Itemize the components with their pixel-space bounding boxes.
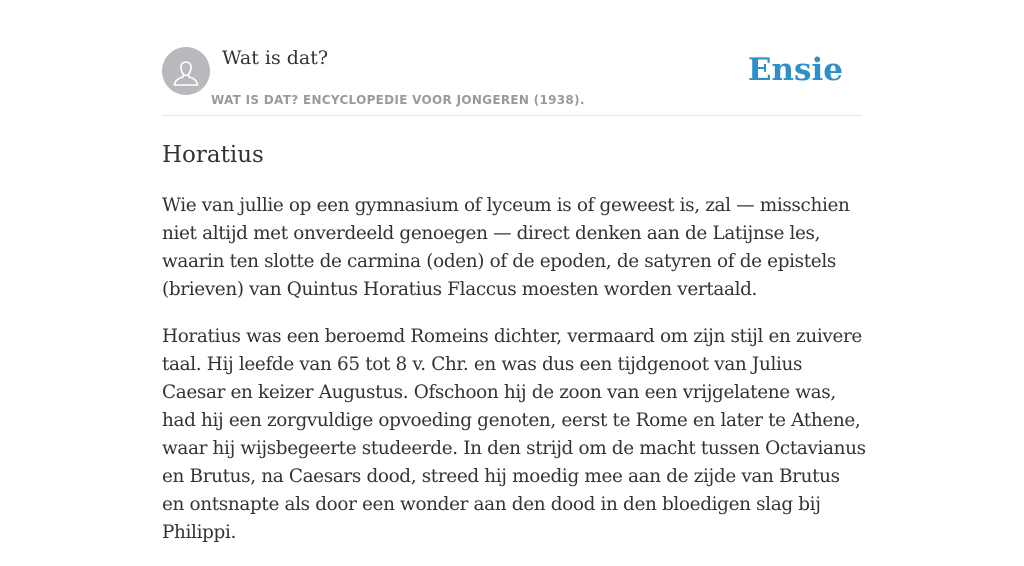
user-silhouette-icon <box>162 47 210 95</box>
article-body <box>162 192 866 566</box>
article-paragraph-1: Wie van jullie op een gymnasium of lyceum is of geweest is, zal — misschien niet altijd met onverdeeld genoegen — direct denken aan de Latijnse les, waarin ten slotte de carmina (oden) of de epoden, de satyren of de epistels (brieven) van Quintus Horatius Flaccus moesten worden vertaald. <box>162 195 850 300</box>
ensie-logo[interactable]: Ensie <box>747 52 843 88</box>
avatar[interactable] <box>162 47 210 95</box>
article-title: Horatius <box>162 142 264 168</box>
article-paragraph-2: Horatius was een beroemd Romeins dichter, vermaard om zijn stijl en zuivere taal. Hij leefde van 65 tot 8 v. Chr. en was dus een tijdgenoot van Julius Caesar en keizer Augustus. Ofschoon hij de zoon van een vrijgelatene was, had hij een zorgvuldige opvoeding genoten, eerst te Rome en later te Athene, waar hij wijsbegeerte studeerde. In den strijd om de macht tussen Octavianus en Brutus, na Caesars dood, streed hij moedig mee aan de zijde van Brutus en ontsnapte als door een wonder aan den dood in den bloedigen slag bij Philippi. <box>162 326 866 543</box>
source-subtitle[interactable]: WAT IS DAT? ENCYCLOPEDIE VOOR JONGEREN (1938). <box>211 93 585 107</box>
source-title[interactable]: Wat is dat? <box>222 47 329 69</box>
source-header <box>162 46 862 116</box>
